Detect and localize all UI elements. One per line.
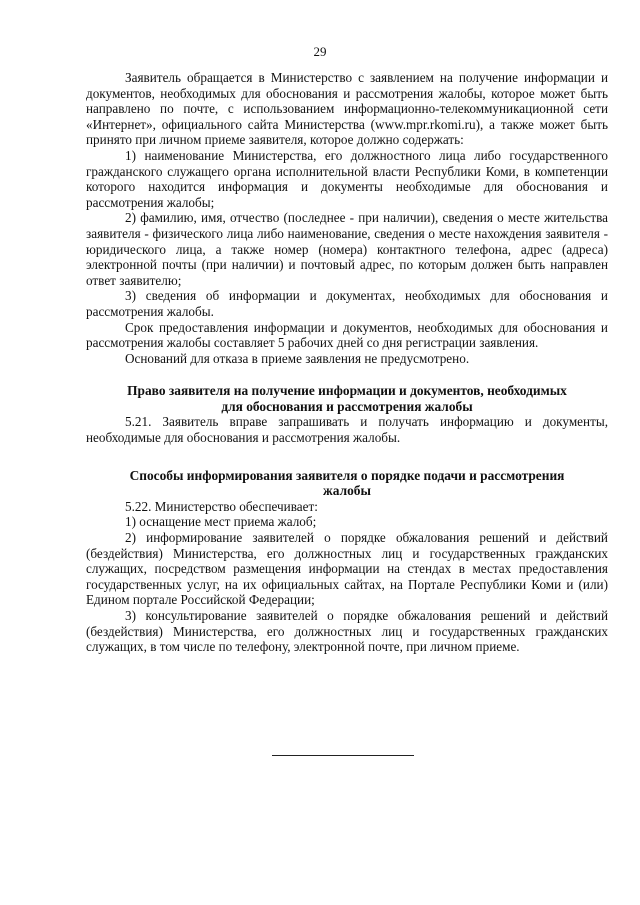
section-spacer xyxy=(86,446,608,468)
paragraph-application-request: Заявитель обращается в Министерство с заявлением на получение информации и документов, необходимых для обоснования и рассмотрения жалобы, которое может быть направлено по почте, с использованием информационно-телекоммуникационной сети «Интернет», официального сайта Министерства (www.mpr.rkomi.ru), а также может быть принято при личном приеме заявителя, которое должно содержать: xyxy=(86,70,608,148)
paragraph-5-22-item-2: 2) информирование заявителей о порядке обжалования решений и действий (бездействия) Министерства, его должностных лиц и государственных гражданских служащих, посредством размещения информации на стендах в местах предоставления государственных услуг, на их официальных сайтах, на Портале Республики Коми и (или) Едином портале Российской Федерации; xyxy=(86,530,608,608)
page-number: 29 xyxy=(313,44,327,59)
paragraph-5-22-item-3: 3) консультирование заявителей о порядке обжалования решений и действий (бездействия) Министерства, его должностных лиц и государственных гражданских служащих, в том числе по телефону, электронной почте, при личном приеме. xyxy=(86,608,608,655)
end-of-text-rule xyxy=(272,755,414,756)
paragraph-no-refusal: Оснований для отказа в приеме заявления не предусмотрено. xyxy=(125,350,470,366)
paragraph-5-22: 5.22. Министерство обеспечивает: xyxy=(125,498,318,514)
section-heading-informing-methods: Способы информирования заявителя о порядке подачи и рассмотрения жалобы xyxy=(129,467,565,499)
paragraph-5-21: 5.21. Заявитель вправе запрашивать и получать информацию и документы, необходимые для обоснования и рассмотрения жалобы. xyxy=(86,414,608,446)
paragraph-item-3: 3) сведения об информации и документах, необходимых для обоснования и рассмотрения жалобы. xyxy=(86,288,608,319)
paragraph-5-22-item-1: 1) оснащение мест приема жалоб; xyxy=(125,514,317,530)
document-body xyxy=(86,70,608,655)
paragraph-item-2: 2) фамилию, имя, отчество (последнее - при наличии), сведения о месте жительства заявителя - физического лица либо наименование, сведения о месте нахождения заявителя - юридического лица, а также номер (номера) контактного телефона, адрес (адреса) электронной почты (при наличии) и почтовый адрес, по которым должен быть направлен ответ заявителю; xyxy=(86,210,608,288)
paragraph-item-1: 1) наименование Министерства, его должностного лица либо государственного гражданского служащего органа исполнительной власти Республики Коми, в компетенции которого находится информация и документы необходимые для обоснования и рассмотрения жалобы; xyxy=(86,147,608,210)
section-heading-right-to-information: Право заявителя на получение информации и документов, необходимых для обоснования и рассмотрения жалобы xyxy=(127,383,567,414)
paragraph-term: Срок предоставления информации и документов, необходимых для обоснования и рассмотрения жалобы составляет 5 рабочих дней со дня регистрации заявления. xyxy=(86,319,608,351)
section-spacer xyxy=(86,366,608,383)
